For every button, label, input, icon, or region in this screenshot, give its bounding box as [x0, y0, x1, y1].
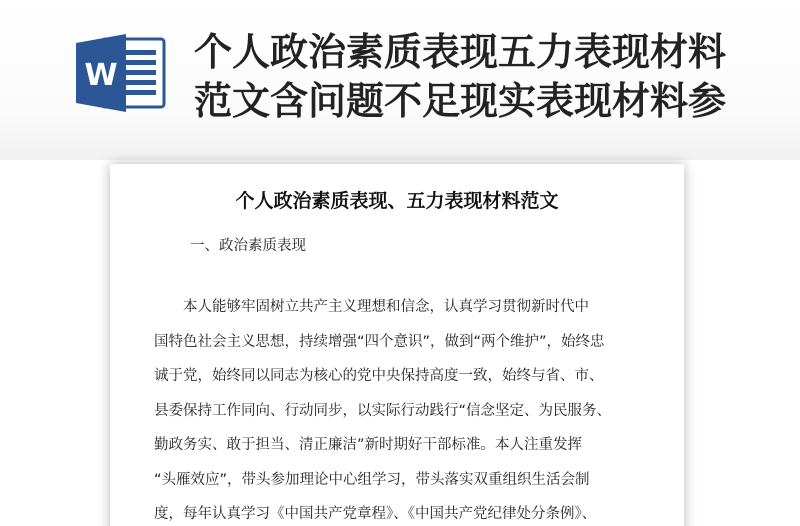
document-page	[110, 164, 684, 526]
body-line: 诚于党，始终同以同志为核心的党中央保持高度一致，始终与省、市、	[154, 368, 604, 384]
body-line: “头雁效应”，带头参加理论中心组学习，带头落实双重组织生活会制	[154, 471, 590, 488]
document-title: 个人政治素质表现、五力表现材料范文	[235, 190, 559, 212]
banner	[0, 0, 800, 160]
body-line: 本人能够牢固树立共产主义理想和信念，认真学习贯彻新时代中	[183, 299, 589, 315]
document-body	[154, 297, 654, 526]
body-line: 度，每年认真学习《中国共产党章程》、《中国共产党纪律处分条例》、	[154, 506, 597, 522]
body-line: 国特色社会主义思想，持续增强“四个意识”，做到“两个维护”，始终忠	[154, 333, 605, 350]
section-heading: 一、政治素质表现	[190, 238, 306, 254]
page-title-line: 范文含问题不足现实表现材料参	[194, 79, 727, 123]
body-line: 勤政务实、敢于担当、清正廉洁”新时期好干部标准。本人注重发挥	[154, 437, 583, 453]
word-icon-letter: W	[84, 58, 118, 93]
page-title-line: 个人政治素质表现五力表现材料	[194, 30, 727, 74]
page-title	[194, 28, 794, 126]
body-line: 县委保持工作同向、行动同步，以实际行动践行“信念坚定、为民服务、	[154, 402, 612, 419]
word-document-icon	[76, 34, 166, 112]
